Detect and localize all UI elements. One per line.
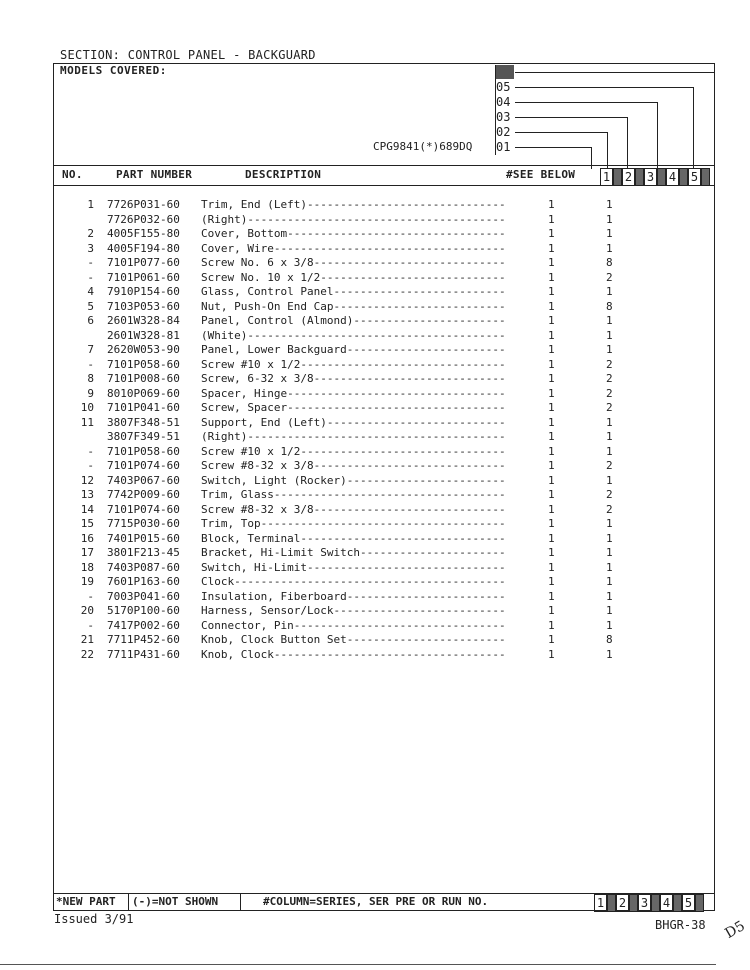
part-series-qty: 1 [606,618,613,632]
header-col-1: 1 [600,168,613,186]
part-item-number: - [87,459,94,472]
part-description: Trim, Glass----------------------------------- [201,488,506,501]
part-item-number: 1 [87,198,94,211]
part-series-qty: 2 [606,401,613,414]
footer-new-part: *NEW PART [56,895,116,908]
part-quantity: 1 [548,299,555,313]
footer-col-5: 5 [682,894,695,912]
footer-col-3: 3 [638,894,651,912]
part-item-number: 15 [80,517,94,530]
part-quantity: 1 [548,401,555,414]
table-row [0,445,750,460]
part-item-number: 21 [80,633,94,646]
part-description: Trim, End (Left)------------------------------ [201,198,506,211]
table-row [0,329,750,344]
part-quantity: 1 [548,531,555,545]
header-col-5: 5 [688,168,701,186]
part-description: Panel, Control (Almond)----------------------- [201,314,506,327]
part-number: 7711P431-60 [107,647,180,661]
part-item-number: 3 [87,241,94,255]
part-item-number: - [87,618,94,632]
part-number: 3801F213-45 [107,546,180,559]
table-row [0,227,750,242]
part-quantity: 1 [548,314,555,327]
series-label-05: 05 [496,80,511,94]
table-row [0,358,750,373]
part-number: 7711P452-60 [107,633,180,646]
part-series-qty: 1 [606,531,613,545]
part-item-number: - [87,256,94,269]
part-quantity: 1 [548,430,555,443]
table-row [0,300,750,315]
part-quantity: 1 [548,270,555,284]
part-item-number: 7 [87,343,94,356]
part-item-number: - [87,444,94,458]
part-number: 7101P058-60 [107,444,180,458]
part-quantity: 1 [548,241,555,255]
part-description: Screw, Spacer--------------------------------- [201,401,506,414]
part-description: Screw, 6-32 x 3/8----------------------------- [201,372,506,385]
model-code: CPG9841(*)689DQ [373,140,473,153]
part-description: Bracket, Hi-Limit Switch---------------------- [201,546,506,559]
part-description: Screw #8-32 x 3/8----------------------------- [201,502,506,516]
table-row [0,488,750,503]
part-quantity: 1 [548,517,555,530]
part-number: 5170P100-60 [107,604,180,617]
part-series-qty: 1 [606,314,613,327]
part-description: Switch, Hi-Limit------------------------------ [201,560,506,574]
part-number: 7101P061-60 [107,270,180,284]
table-row [0,387,750,402]
part-quantity: 1 [548,444,555,458]
part-number: 2601W328-81 [107,328,180,342]
part-series-qty: 8 [606,633,613,646]
part-number: 7101P074-60 [107,459,180,472]
part-description: Screw #10 x 1/2------------------------------- [201,444,506,458]
part-description: Harness, Sensor/Lock-------------------------- [201,604,506,617]
series-label-04: 04 [496,95,511,109]
part-description: Insulation, Fiberboard------------------------ [201,589,506,603]
part-description: Switch, Light (Rocker)------------------------ [201,473,506,487]
part-item-number: 4 [87,285,94,298]
part-item-number: 22 [80,647,94,661]
part-item-number: 20 [80,604,94,617]
part-series-qty: 2 [606,459,613,472]
footer-not-shown: (-)=NOT SHOWN [132,895,219,908]
part-number: 7726P032-60 [107,212,180,226]
part-series-qty: 2 [606,270,613,284]
part-item-number: - [87,357,94,371]
part-series-qty: 1 [606,517,613,530]
series-dark-cap [496,65,514,79]
part-quantity: 1 [548,198,555,211]
footer-column-note: #COLUMN=SERIES, SER PRE OR RUN NO. [263,895,489,908]
issued-date: Issued 3/91 [54,912,134,926]
part-quantity: 1 [548,633,555,646]
header-no: NO. [62,168,83,181]
part-series-qty: 1 [606,604,613,617]
part-number: 4005F194-80 [107,241,180,255]
header-part-number: PART NUMBER [116,168,193,181]
part-description: Screw No. 6 x 3/8----------------------------- [201,256,506,269]
handwritten-mark: D5 [722,918,748,942]
part-quantity: 1 [548,285,555,298]
part-item-number: 16 [80,531,94,545]
part-series-qty: 1 [606,430,613,443]
part-series-qty: 1 [606,227,613,240]
table-row [0,430,750,445]
table-row [0,198,750,213]
part-quantity: 1 [548,473,555,487]
part-description: Cover, Wire----------------------------------- [201,241,506,255]
part-number: 7403P067-60 [107,473,180,487]
part-series-qty: 1 [606,575,613,588]
part-number: 7726P031-60 [107,198,180,211]
part-quantity: 1 [548,618,555,632]
part-series-qty: 8 [606,299,613,313]
part-description: Screw #8-32 x 3/8----------------------------- [201,459,506,472]
table-row [0,256,750,271]
header-see-below: #SEE BELOW [506,168,576,181]
part-series-qty: 1 [606,198,613,211]
part-quantity: 1 [548,386,555,400]
header-col-2: 2 [622,168,635,186]
part-quantity: 1 [548,415,555,429]
part-item-number: 2 [87,227,94,240]
page-code: BHGR-38 [655,918,706,932]
part-quantity: 1 [548,546,555,559]
table-row [0,314,750,329]
table-row [0,619,750,634]
part-number: 4005F155-80 [107,227,180,240]
part-item-number: 11 [80,415,94,429]
part-quantity: 1 [548,604,555,617]
part-description: Nut, Push-On End Cap-------------------------- [201,299,506,313]
series-label-03: 03 [496,110,511,124]
part-series-qty: 2 [606,502,613,516]
part-item-number: 18 [80,560,94,574]
part-number: 7417P002-60 [107,618,180,632]
part-description: Connector, Pin-------------------------------- [201,618,506,632]
part-series-qty: 1 [606,647,613,661]
part-number: 7601P163-60 [107,575,180,588]
table-row [0,474,750,489]
part-description: (White)--------------------------------------- [201,328,506,342]
part-description: (Right)--------------------------------------- [201,212,506,226]
part-quantity: 1 [548,502,555,516]
part-quantity: 1 [548,343,555,356]
footer-col-1: 1 [594,894,607,912]
table-row [0,343,750,358]
part-description: Screw No. 10 x 1/2---------------------------- [201,270,506,284]
part-series-qty: 2 [606,372,613,385]
part-quantity: 1 [548,647,555,661]
part-series-qty: 1 [606,546,613,559]
footer-col-2: 2 [616,894,629,912]
part-number: 7003P041-60 [107,589,180,603]
part-quantity: 1 [548,560,555,574]
part-number: 7101P058-60 [107,357,180,371]
part-description: Knob, Clock----------------------------------- [201,647,506,661]
header-col-3: 3 [644,168,657,186]
part-item-number: 12 [80,473,94,487]
table-row [0,648,750,663]
part-item-number: 6 [87,314,94,327]
part-series-qty: 2 [606,488,613,501]
part-item-number: 17 [80,546,94,559]
part-quantity: 1 [548,212,555,226]
table-row [0,242,750,257]
part-item-number: 14 [80,502,94,516]
table-row [0,604,750,619]
part-number: 2601W328-84 [107,314,180,327]
part-series-qty: 1 [606,415,613,429]
part-series-qty: 2 [606,357,613,371]
table-row [0,503,750,518]
part-number: 3807F349-51 [107,430,180,443]
part-quantity: 1 [548,357,555,371]
part-quantity: 1 [548,328,555,342]
part-number: 7101P041-60 [107,401,180,414]
part-description: Screw #10 x 1/2------------------------------- [201,357,506,371]
part-item-number: 8 [87,372,94,385]
part-series-qty: 1 [606,328,613,342]
part-item-number: 13 [80,488,94,501]
part-quantity: 1 [548,256,555,269]
table-row [0,401,750,416]
part-series-qty: 1 [606,560,613,574]
part-number: 8010P069-60 [107,386,180,400]
table-row [0,633,750,648]
part-quantity: 1 [548,372,555,385]
table-row [0,213,750,228]
part-series-qty: 1 [606,343,613,356]
part-number: 7742P009-60 [107,488,180,501]
part-description: Spacer, Hinge--------------------------------- [201,386,506,400]
part-number: 7715P030-60 [107,517,180,530]
part-description: Trim, Top------------------------------------- [201,517,506,530]
header-description: DESCRIPTION [245,168,322,181]
table-row [0,575,750,590]
part-series-qty: 1 [606,589,613,603]
table-row [0,271,750,286]
part-item-number: 5 [87,299,94,313]
part-number: 7101P074-60 [107,502,180,516]
table-row [0,459,750,474]
part-item-number: 10 [80,401,94,414]
part-series-qty: 1 [606,444,613,458]
part-description: Clock----------------------------------------- [201,575,506,588]
part-description: (Right)--------------------------------------- [201,430,506,443]
part-item-number: 9 [87,386,94,400]
series-label-02: 02 [496,125,511,139]
part-description: Knob, Clock Button Set------------------------ [201,633,506,646]
part-series-qty: 1 [606,212,613,226]
part-quantity: 1 [548,459,555,472]
part-series-qty: 8 [606,256,613,269]
part-number: 2620W053-90 [107,343,180,356]
part-series-qty: 2 [606,386,613,400]
table-row [0,285,750,300]
part-quantity: 1 [548,575,555,588]
table-row [0,546,750,561]
table-row [0,416,750,431]
part-item-number: 19 [80,575,94,588]
section-title: SECTION: CONTROL PANEL - BACKGUARD [60,48,316,62]
bottom-rule [0,964,716,965]
part-series-qty: 1 [606,473,613,487]
part-description: Glass, Control Panel-------------------------- [201,285,506,298]
part-item-number: - [87,270,94,284]
table-row [0,590,750,605]
part-quantity: 1 [548,589,555,603]
table-row [0,372,750,387]
part-item-number: - [87,589,94,603]
series-label-01: 01 [496,140,511,154]
header-col-4: 4 [666,168,679,186]
part-number: 7101P077-60 [107,256,180,269]
models-covered-label: MODELS COVERED: [60,64,167,77]
part-series-qty: 1 [606,285,613,298]
part-quantity: 1 [548,227,555,240]
part-description: Support, End (Left)--------------------------- [201,415,506,429]
part-number: 7101P008-60 [107,372,180,385]
table-row [0,517,750,532]
part-number: 7103P053-60 [107,299,180,313]
part-number: 7403P087-60 [107,560,180,574]
part-quantity: 1 [548,488,555,501]
part-number: 7910P154-60 [107,285,180,298]
part-series-qty: 1 [606,241,613,255]
part-number: 3807F348-51 [107,415,180,429]
table-row [0,561,750,576]
footer-col-4: 4 [660,894,673,912]
part-description: Block, Terminal------------------------------- [201,531,506,545]
part-description: Cover, Bottom--------------------------------- [201,227,506,240]
part-number: 7401P015-60 [107,531,180,545]
part-description: Panel, Lower Backguard------------------------ [201,343,506,356]
table-row [0,532,750,547]
